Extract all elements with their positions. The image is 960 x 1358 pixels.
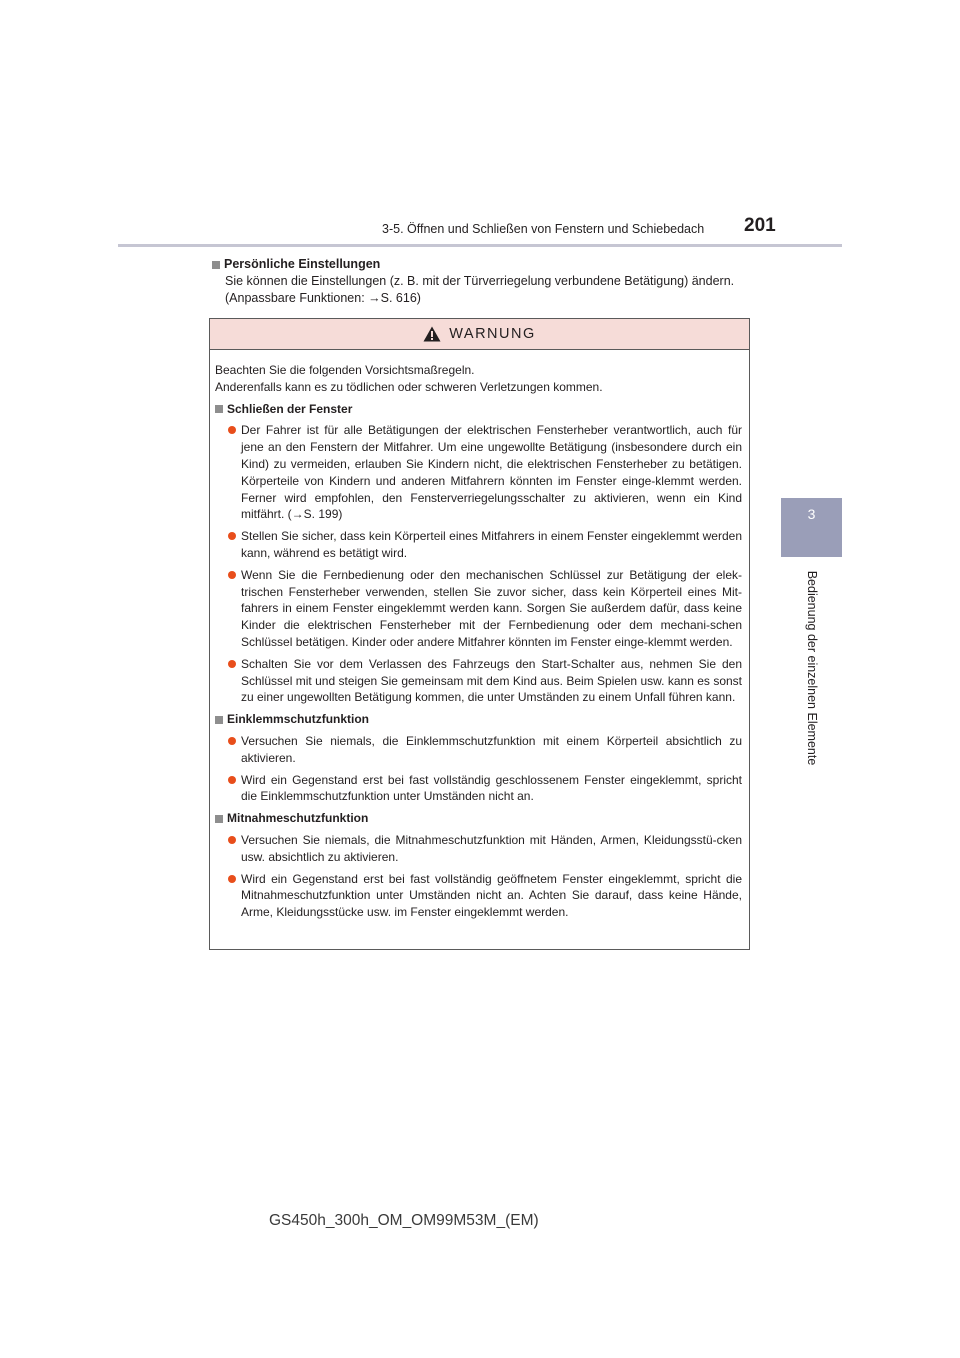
bullet-text: Versuchen Sie niemals, die Mitnahmeschutzfunktion mit Händen, Armen, Kleidungsstü-cken usw. absichtlich zu aktivieren. xyxy=(241,832,742,864)
warning-bullet xyxy=(215,772,742,806)
bullet-dot-icon xyxy=(228,776,236,784)
square-bullet-icon xyxy=(212,261,220,269)
warning-bullet xyxy=(215,422,742,523)
warning-bullet xyxy=(215,733,742,767)
section-heading-text: Schließen der Fenster xyxy=(227,401,353,416)
warning-bullet xyxy=(215,567,742,651)
warning-bullet xyxy=(215,832,742,866)
personal-settings-heading-text: Persönliche Einstellungen xyxy=(224,257,381,271)
bullet-text: Wird ein Gegenstand erst bei fast vollständig geöffnetem Fenster eingeklemmt, spricht die Mitnahmeschutzfunktion unter Umständen nicht an. Achten Sie darauf, dass keine Hände, Arme, Kleidungsstücke usw. im Fenster eingeklemmt werden. xyxy=(241,871,742,920)
bullet-dot-icon xyxy=(228,836,236,844)
square-bullet-icon xyxy=(215,716,223,724)
warning-box xyxy=(209,318,750,950)
bullet-text: Stellen Sie sicher, dass kein Körperteil eines Mitfahrers in einem Fenster eingeklemmt werden kann, während es betätigt wird. xyxy=(241,529,742,560)
chapter-label xyxy=(804,565,820,770)
bullet-dot-icon xyxy=(228,660,236,668)
warning-body xyxy=(210,350,749,921)
warning-bullet xyxy=(215,528,742,562)
bullet-text: Schalten Sie vor dem Verlassen des Fahrzeugs den Start-Schalter aus, nehmen Sie den Schlüssel mit und steigen Sie gemeinsam mit dem Kind aus. Beim Spielen usw. kann es sonst zu einer ungewollten Betätigung kommen, die unter Umständen zu einem Unfall führen kann. xyxy=(241,656,742,705)
bullet-dot-icon xyxy=(228,426,236,434)
page-number: 201 xyxy=(744,215,776,236)
square-bullet-icon xyxy=(215,405,223,413)
personal-settings-line-2: (Anpassbare Funktionen: →S. 616) xyxy=(225,291,421,305)
warning-title: WARNUNG xyxy=(449,326,536,342)
bullet-text: Der Fahrer ist für alle Betätigungen der elektrischen Fensterheber verantwortlich, auch für jene an den Fenstern der Mitfahrer. Um eine ungewollte Betätigung (insbesondere durch ein Kind) zu vermeiden, erlauben Sie Kindern nicht, die elektrischen Fensterheber zu betätigen. Körperteile von Kindern und anderen Mitfahrern könnten im Fenster einge-klemmt werden. Ferner wird empfohlen, den Fensterverriegelungsschalter zu aktivieren, wenn ein Kind mitfährt. (→S. 199) xyxy=(241,423,742,522)
section-title: 3-5. Öffnen und Schließen von Fenstern und Schiebedach xyxy=(382,222,705,236)
document-code: GS450h_300h_OM_OM99M53M_(EM) xyxy=(269,1212,539,1229)
chapter-label-text: Bedienung der einzelnen Elemente xyxy=(805,570,819,765)
bullet-text: Versuchen Sie niemals, die Einklemmschutzfunktion mit einem Körperteil absichtlich zu aktivieren. xyxy=(241,733,742,765)
bullet-dot-icon xyxy=(228,571,236,579)
bullet-dot-icon xyxy=(228,532,236,540)
warning-bullet xyxy=(215,871,742,921)
bullet-dot-icon xyxy=(228,737,236,745)
section-heading xyxy=(215,810,742,827)
section-heading xyxy=(215,401,742,418)
header-divider xyxy=(118,244,842,247)
warning-header xyxy=(210,319,749,350)
bullet-text: Wird ein Gegenstand erst bei fast vollständig geschlossenem Fenster eingeklemmt, spricht die Einklemmschutzfunktion unter Umständen nicht an. xyxy=(241,772,742,804)
warning-intro-line-2: Anderenfalls kann es zu tödlichen oder schweren Verletzungen kommen. xyxy=(215,379,603,394)
warning-bullet xyxy=(215,656,742,706)
square-bullet-icon xyxy=(215,815,223,823)
chapter-tab xyxy=(781,498,842,557)
warning-intro-line-1: Beachten Sie die folgenden Vorsichtsmaßregeln. xyxy=(215,363,475,377)
section-heading-text: Mitnahmeschutzfunktion xyxy=(227,811,369,826)
section-heading xyxy=(215,711,742,728)
personal-settings-heading xyxy=(212,256,752,273)
bullet-text: Wenn Sie die Fernbedienung oder den mechanischen Schlüssel zur Betätigung der elek-trischen Fensterheber verwenden, stellen Sie zuvor sicher, dass kein Körperteil eines Mit-fahrers in einem Fenster eingeklemmt werden kann. Sorgen Sie außerdem dafür, dass keine Kinder die elektrischen Fensterheber mit der Fernbedienung oder dem mechani-schen Schlüssel betätigen. Kinder oder andere Mitfahrer könnten im Fenster einge-klemmt werden. xyxy=(241,567,742,649)
bullet-dot-icon xyxy=(228,875,236,883)
personal-settings-line-1: Sie können die Einstellungen (z. B. mit der Türverriegelung verbundene Betätigung) ändern. xyxy=(225,274,735,288)
chapter-number: 3 xyxy=(807,506,816,522)
warning-triangle-icon xyxy=(423,326,441,342)
section-heading-text: Einklemmschutzfunktion xyxy=(227,712,370,727)
personal-settings-section xyxy=(212,256,752,307)
